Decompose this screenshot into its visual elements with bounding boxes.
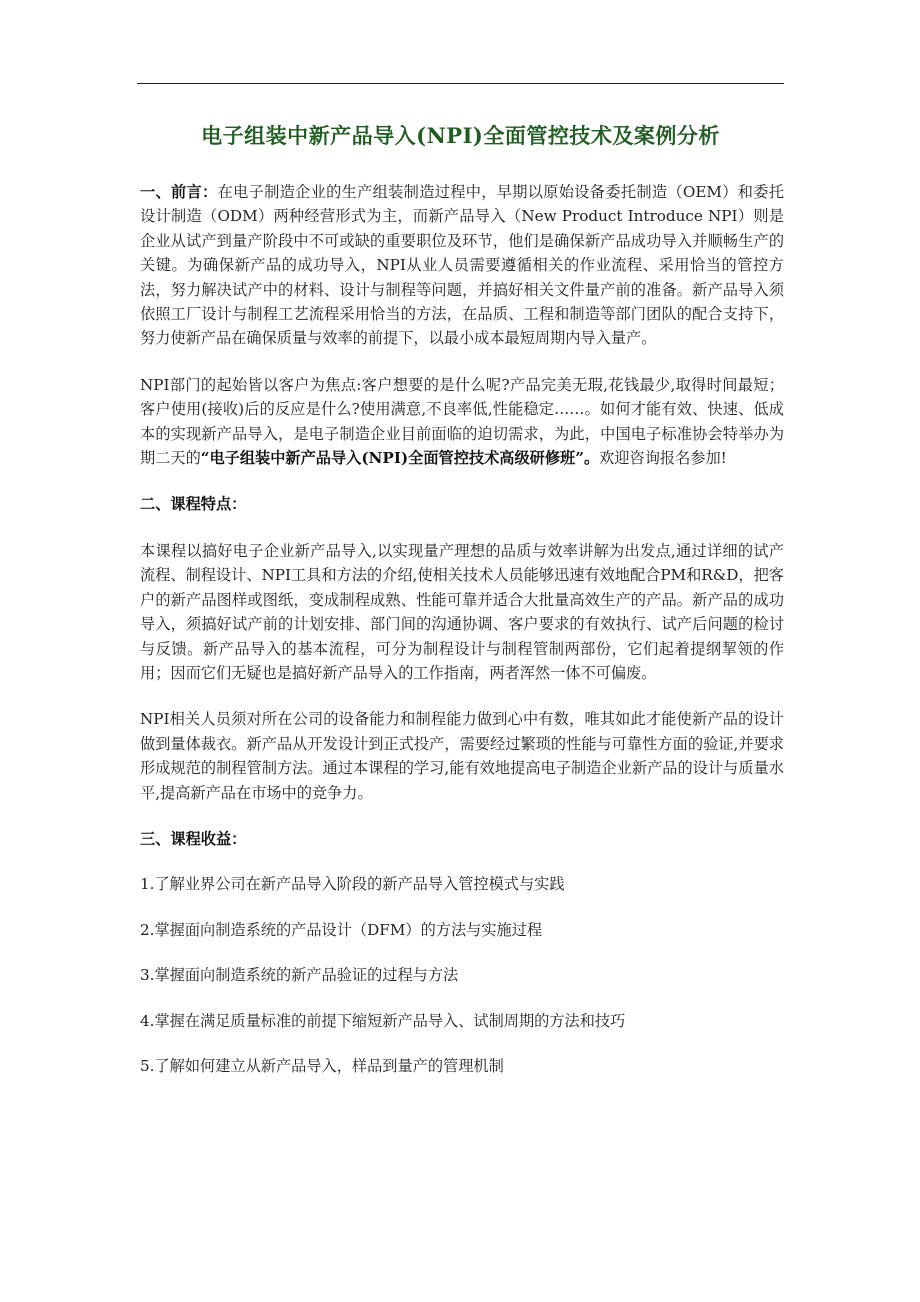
section3-heading: 三、课程收益：	[140, 829, 247, 848]
course-name-bold: “电子组装中新产品导入(NPI)全面管控技术高级研修班”。	[200, 449, 600, 468]
benefit-item: 4.掌握在满足质量标准的前提下缩短新产品导入、试制周期的方法和技巧	[140, 1011, 626, 1030]
npi-paragraph	[140, 373, 784, 471]
intro-text: 在电子制造企业的生产组装制造过程中，早期以原始设备委托制造（OEM）和委托设计制造（ODM）两种经营形式为主，而新产品导入（New Product Introduce NPI）则是企业从试产到量产阶段中不可或缺的重要职位及环节，他们是确保新产品成功导入并顺畅生产的关键。为确保新产品的成功导入，NPI从业人员需要遵循相关的作业流程、采用恰当的管控方法，努力解决试产中的材料、设计与制程等问题，并搞好相关文件量产前的准备。新产品导入须依照工厂设计与制程工艺流程采用恰当的方法，在品质、工程和制造等部门团队的配合支持下，努力使新产品在确保质量与效率的前提下，以最小成本最短周期内导入量产。	[140, 183, 785, 348]
section2-paragraph-2: NPI相关人员须对所在公司的设备能力和制程能力做到心中有数，唯其如此才能使新产品的设计做到量体裁衣。新产品从开发设计到正式投产，需要经过繁琐的性能与可靠性方面的验证,并要求形成规范的制程管制方法。通过本课程的学习,能有效地提高电子制造企业新产品的设计与质量水平,提高新产品在市场中的竞争力。	[140, 710, 784, 802]
benefit-item: 2.掌握面向制造系统的产品设计（DFM）的方法与实施过程	[140, 920, 543, 939]
header-rule	[137, 83, 784, 84]
intro-label: 一、前言：	[140, 183, 218, 201]
benefit-item: 3.掌握面向制造系统的新产品验证的过程与方法	[140, 966, 459, 985]
npi-text-before: NPI部门的起始皆以客户为焦点:客户想要的是什么呢?产品完美无瑕,花钱最少,取得时间最短；客户使用(接收)后的反应是什么?使用满意,不良率低,性能稳定……。如何才能有效、快速、低成本的实现新产品导入，是电子制造企业目前面临的迫切需求，为此，中国电子标准协会特举办为期二天的	[140, 375, 784, 468]
npi-text-after: 欢迎咨询报名参加!	[599, 449, 727, 468]
benefit-item: 1.了解业界公司在新产品导入阶段的新产品导入管控模式与实践	[140, 875, 565, 894]
document-body	[140, 180, 784, 1078]
document-title: 电子组装中新产品导入(NPI)全面管控技术及案例分析	[201, 123, 720, 148]
section2-heading: 二、课程特点：	[140, 495, 247, 514]
section2-paragraph-1: 本课程以搞好电子企业新产品导入,以实现量产理想的品质与效率讲解为出发点,通过详细的试产流程、制程设计、NPI工具和方法的介绍,使相关技术人员能够迅速有效地配合PM和R&D，把客户的新产品图样或图纸，变成制程成熟、性能可靠并适合大批量高效生产的产品。新产品的成功导入，须搞好试产前的计划安排、部门间的沟通协调、客户要求的有效执行、试产后问题的检讨与反馈。新产品导入的基本流程，可分为制程设计与制程管制两部份，它们起着提纲挈领的作用；因而它们无疑也是搞好新产品导入的工作指南，两者浑然一体不可偏废。	[140, 541, 784, 682]
intro-paragraph	[140, 180, 784, 351]
benefit-item: 5.了解如何建立从新产品导入，样品到量产的管理机制	[140, 1056, 504, 1075]
